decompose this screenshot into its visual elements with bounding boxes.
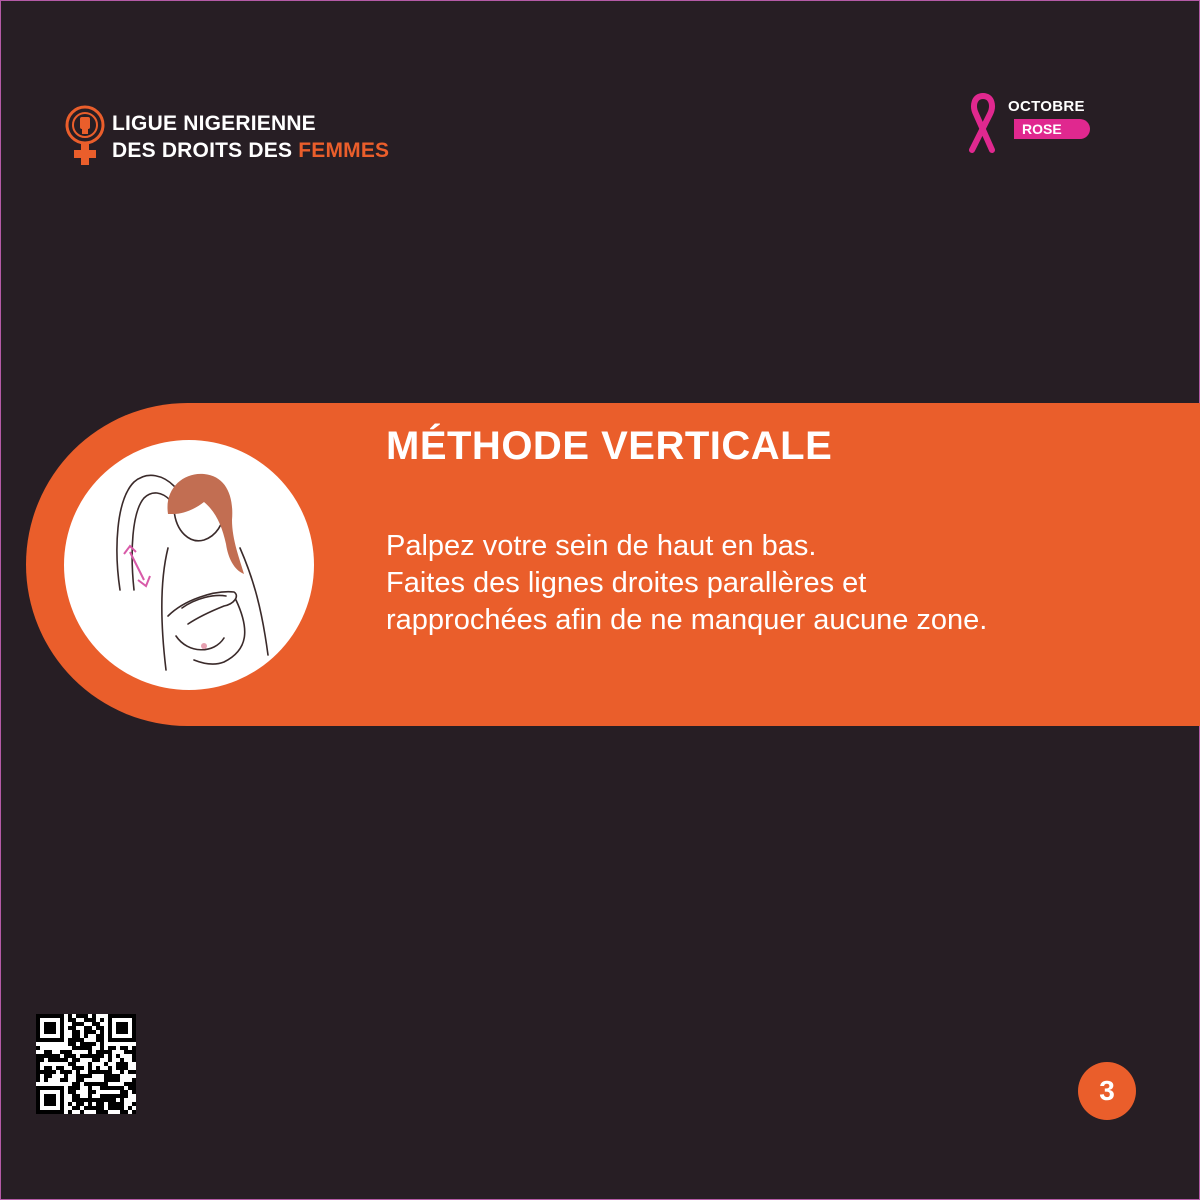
rose-pill: ROSE xyxy=(1014,119,1090,139)
method-description xyxy=(386,528,1166,639)
method-title: MÉTHODE VERTICALE xyxy=(386,424,833,468)
pink-ribbon-icon xyxy=(966,92,1000,154)
method-line-1: Palpez votre sein de haut en bas. xyxy=(386,530,817,562)
raised-fist-female-symbol-icon xyxy=(64,104,106,166)
qr-code-icon[interactable] xyxy=(36,1014,136,1114)
octobre-rose-badge xyxy=(1008,98,1090,139)
org-name-line2-prefix: DES DROITS DES xyxy=(112,139,299,162)
woman-breast-self-exam-illustration xyxy=(64,440,314,690)
org-name-line2 xyxy=(112,137,389,164)
page-number-badge: 3 xyxy=(1078,1062,1136,1120)
method-line-2: Faites des lignes droites parallères et xyxy=(386,567,867,599)
octobre-label: OCTOBRE xyxy=(1008,98,1085,115)
method-line-3: rapprochées afin de ne manquer aucune zone. xyxy=(386,604,988,636)
org-name-line1: LIGUE NIGERIENNE xyxy=(112,112,316,135)
org-name xyxy=(112,110,389,164)
org-name-accent: FEMMES xyxy=(298,139,390,162)
